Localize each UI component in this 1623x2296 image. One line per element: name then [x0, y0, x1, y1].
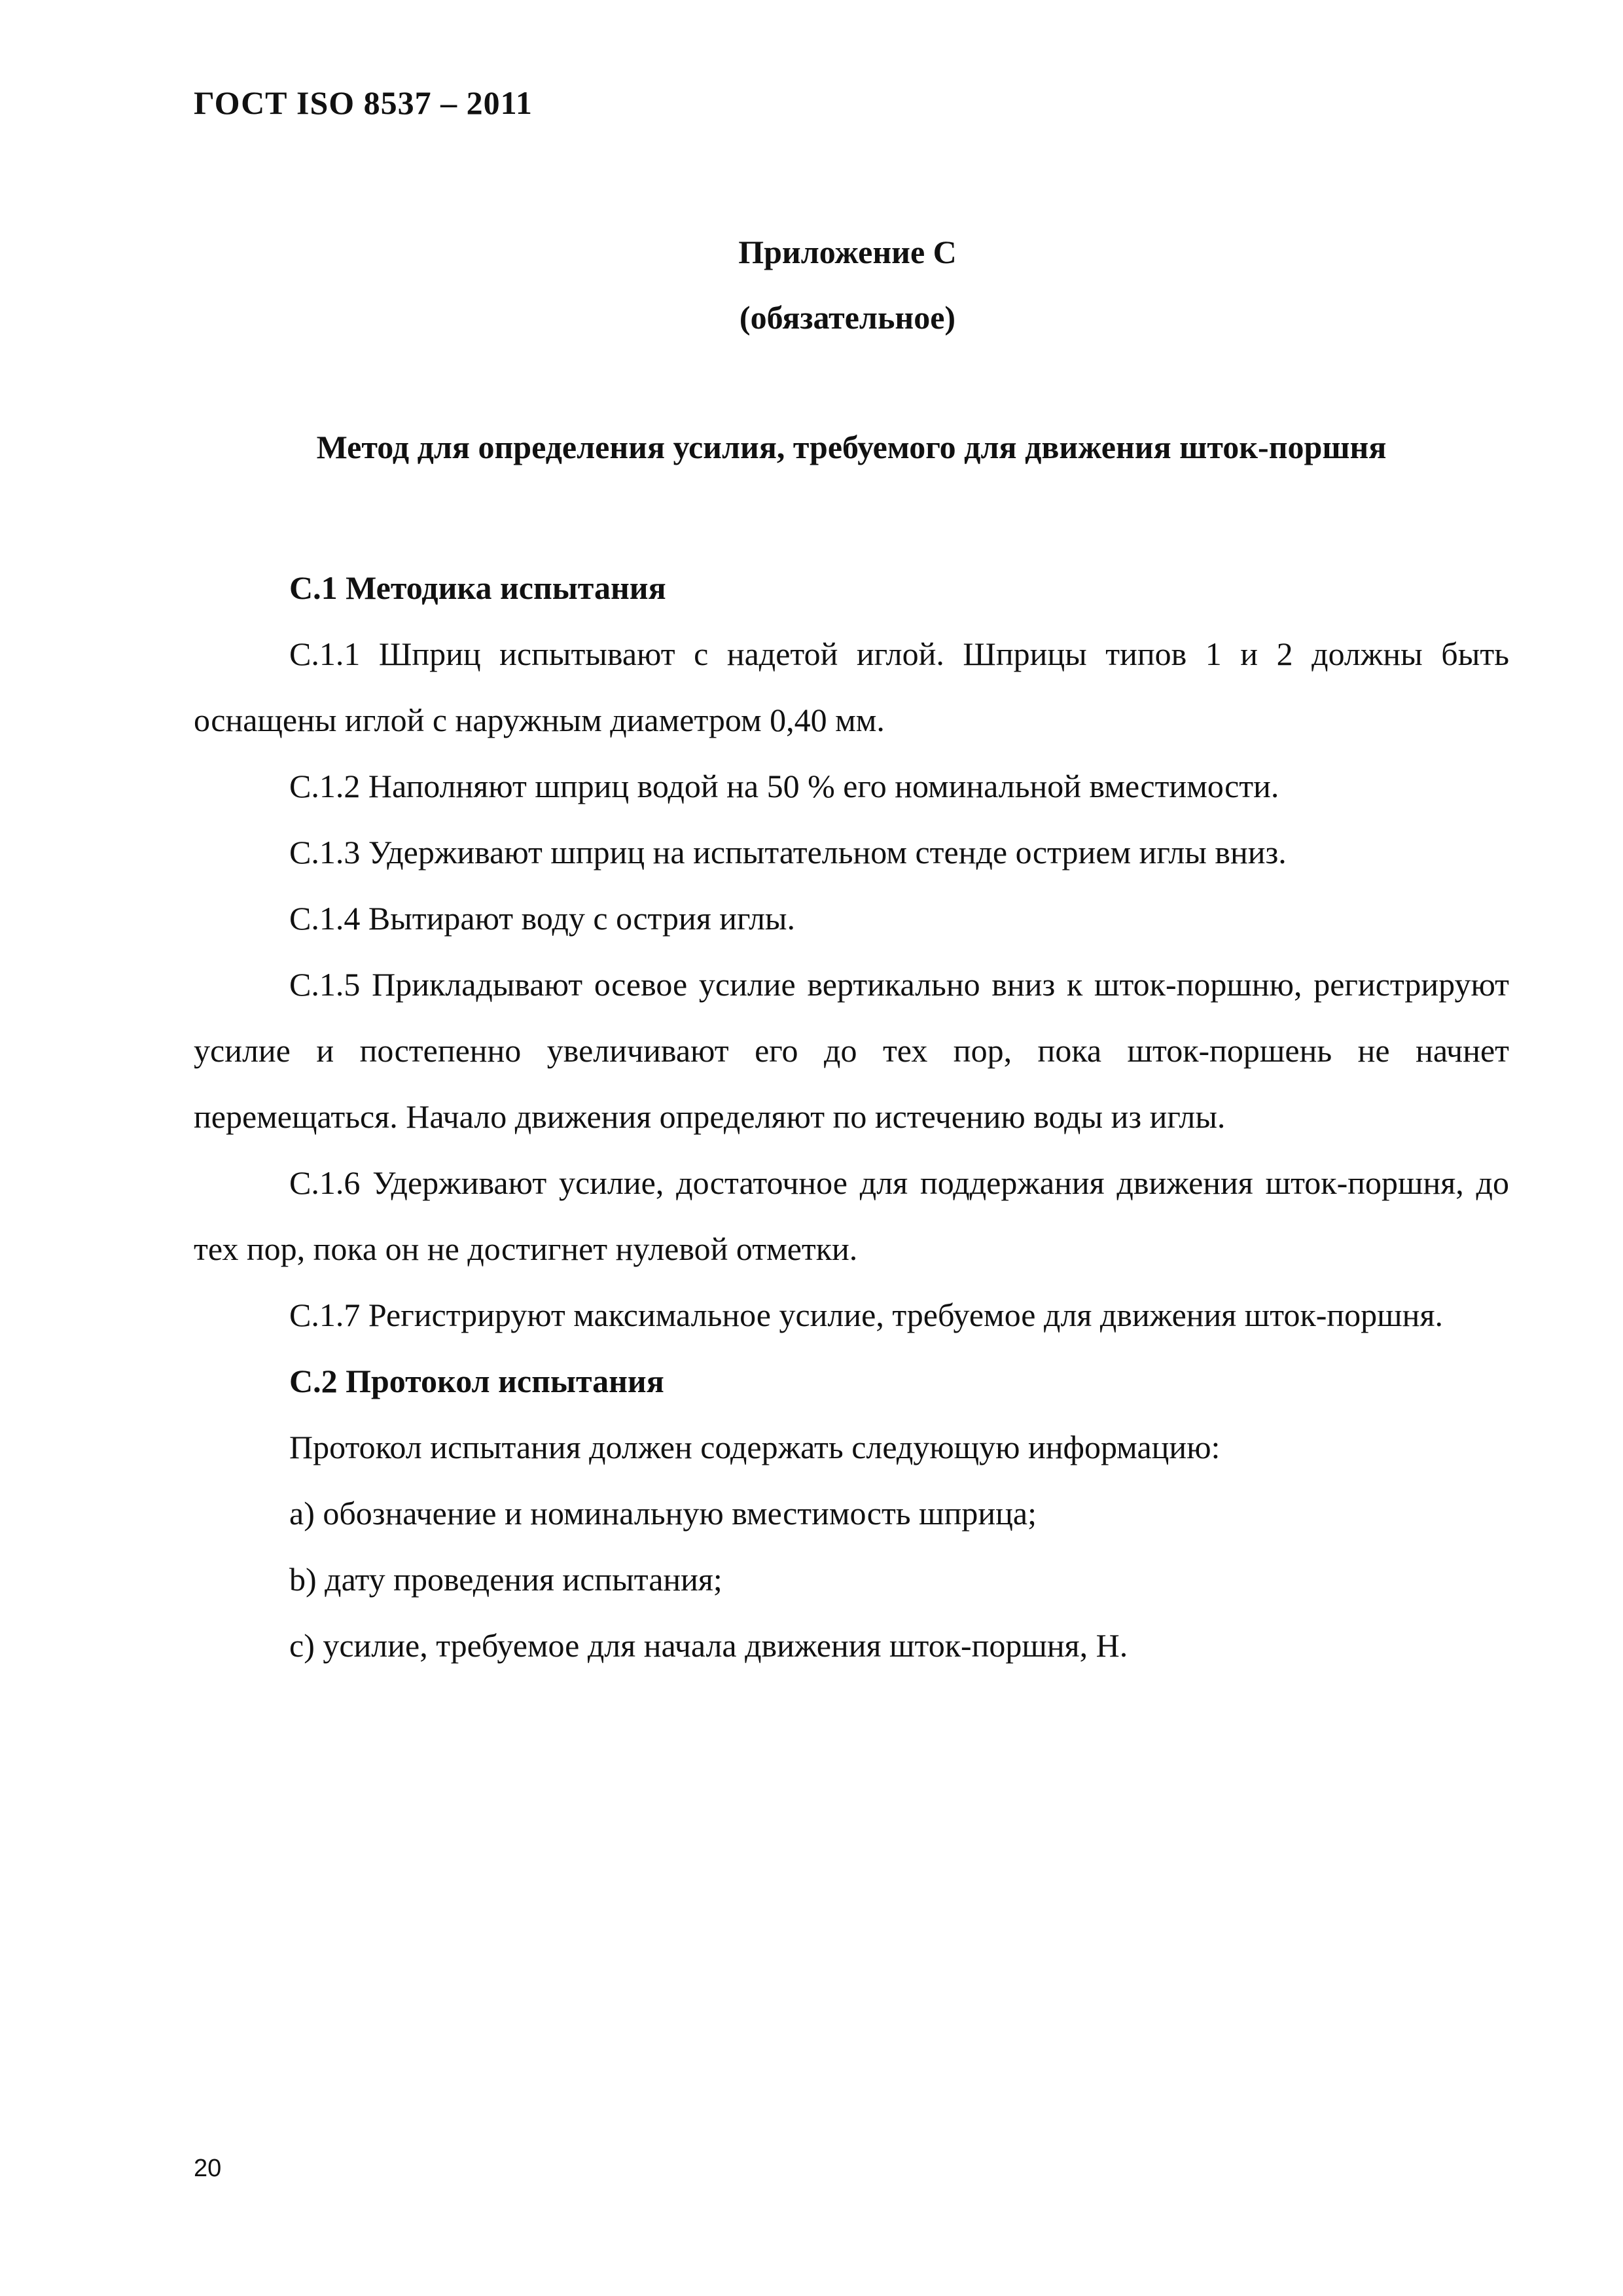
annex-status: (обязательное)	[739, 299, 956, 336]
section-heading-c2: С.2 Протокол испытания	[289, 1363, 664, 1399]
document-code-header: ГОСТ ISO 8537 – 2011	[194, 84, 533, 121]
clause-c-1-1: С.1.1 Шприц испытывают с надетой иглой. Шприцы типов 1 и 2 должны быть оснащены иглой с наружным диаметром 0,40 мм.	[194, 636, 1509, 738]
clause-c-1-5: С.1.5 Прикладывают осевое усилие вертикально вниз к шток-поршню, регистрируют усилие и постепенно увеличивают его до тех пор, пока шток-поршень не начнет перемещаться. Начало движения определяют по истечению воды из иглы.	[194, 966, 1509, 1135]
clause-c-1-7: С.1.7 Регистрируют максимальное усилие, требуемое для движения шток-поршня.	[289, 1297, 1443, 1333]
page-number: 20	[194, 2155, 222, 2182]
clause-c-1-3: С.1.3 Удерживают шприц на испытательном стенде острием иглы вниз.	[289, 834, 1287, 870]
clause-c-1-2: С.1.2 Наполняют шприц водой на 50 % его номинальной вместимости.	[289, 768, 1279, 804]
annex-heading: Метод для определения усилия, требуемого для движения шток-поршня	[316, 429, 1387, 465]
clause-c-1-4: С.1.4 Вытирают воду с острия иглы.	[289, 900, 796, 937]
protocol-intro: Протокол испытания должен содержать следующую информацию:	[289, 1429, 1221, 1465]
protocol-item-b: b) дату проведения испытания;	[289, 1561, 722, 1598]
protocol-item-a: a) обозначение и номинальную вместимость шприца;	[289, 1495, 1037, 1532]
annex-title: Приложение С	[738, 234, 957, 270]
protocol-item-c: c) усилие, требуемое для начала движения шток-поршня, Н.	[289, 1627, 1128, 1664]
section-heading-c1: С.1 Методика испытания	[289, 569, 666, 606]
clause-c-1-6: С.1.6 Удерживают усилие, достаточное для поддержания движения шток-поршня, до тех пор, пока он не достигнет нулевой отметки.	[194, 1164, 1509, 1267]
annex-body	[194, 555, 1509, 1679]
